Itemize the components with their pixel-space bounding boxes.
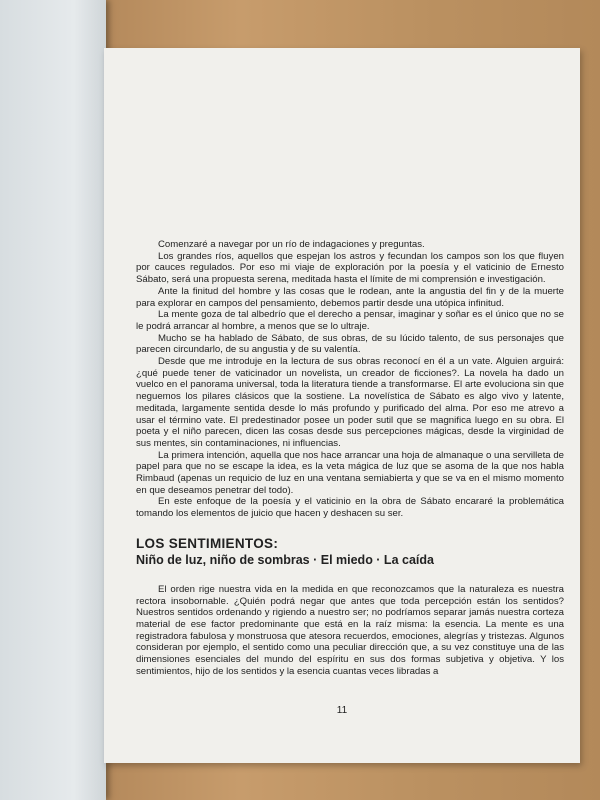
paragraph: La primera intención, aquella que nos hace arrancar una hoja de almanaque o una servilleta de papel para que no se escape la idea, es la veta mágica de luz que se asoma de la que nos habla Rimbaud (apenas un requicio de luz en una ventana semiabierta y que se va en el mismo momento en que deseamos penetrar del todo). (136, 449, 564, 496)
page-number: 11 (336, 705, 348, 716)
paragraph: Desde que me introduje en la lectura de sus obras reconocí en él a un vate. Alguien arguirá: ¿qué puede tener de vaticinador un novelista, un creador de ficciones?. La novela ha dado un vuelco en el panorama universal, toda la literatura tiende a transformarse. El arte evoluciona sin que neguemos los pilares clásicos que la sostiene. La novelística de Sábato es algo vivo y latente, meditada, largamente sentida desde lo más profundo y purificado del alma. Por eso me atrevo a usar el término vate. El predestinador posee un poder sutil que se magnifica luego en su obra. El poeta y el niño parecen, dicen las cosas desde sus percepciones mágicas, desde la virginidad de sus mentes, sin contaminaciones, ni influencias. (136, 356, 564, 449)
paragraph: Los grandes ríos, aquellos que espejan los astros y fecundan los campos son los que fluyen por cauces regulados. Por eso mi viaje de exploración por la poesía y el vaticinio de Ernesto Sábato, será una propuesta serena, meditada hasta el límite de mi comprensión e investigación. (136, 250, 564, 286)
paragraph: Ante la finitud del hombre y las cosas que le rodean, ante la angustia del fin y de la muerte para explorar en campos del pensamiento, debemos partir desde una utópica infinitud. (136, 285, 564, 309)
page-text (136, 239, 564, 678)
paragraph: Comenzaré a navegar por un río de indagaciones y preguntas. (158, 239, 425, 250)
section-heading (136, 536, 564, 568)
paragraph: La mente goza de tal albedrío que el derecho a pensar, imaginar y soñar es el único que no se le podrá arrancar al hombre, a menos que se lo ultraje. (136, 309, 564, 332)
book-page (104, 48, 580, 763)
paragraph: Mucho se ha hablado de Sábato, de sus obras, de su lúcido talento, de sus personajes que parecen circundarlo, de su angustia y de su valentía. (136, 332, 564, 356)
section-title: LOS SENTIMIENTOS: (136, 535, 279, 551)
paragraph: En este enfoque de la poesía y el vaticinio en la obra de Sábato encararé la problemática tomando los elementos de juicio que hacen y deshacen su ser. (136, 496, 564, 520)
previous-page-edge (0, 0, 106, 800)
section-subtitle: Niño de luz, niño de sombras · El miedo · La caída (136, 552, 434, 567)
paragraph: El orden rige nuestra vida en la medida en que reconozcamos que la naturaleza es nuestra rectora insobornable. ¿Quién podrá negar que antes que toda percepción están los sentidos? Nuestros sentidos ordenando y rigiendo a nuestro ser; no podríamos separar jamás nuestra corteza material de ese factor predominante que está en la raíz misma: la esencia. La mente es una registradora fabulosa y monstruosa que atesora recuerdos, emociones, alegrías y tristezas. Algunos consideran por ejemplo, el sentido como una peculiar dirección que, a su vez constituye una de las dimensiones esenciales del mundo del espíritu en sus dos formas subjetiva y objetiva. Y los sentimientos, hijo de los sentidos y la esencia cuantas veces libradas a (136, 583, 564, 677)
